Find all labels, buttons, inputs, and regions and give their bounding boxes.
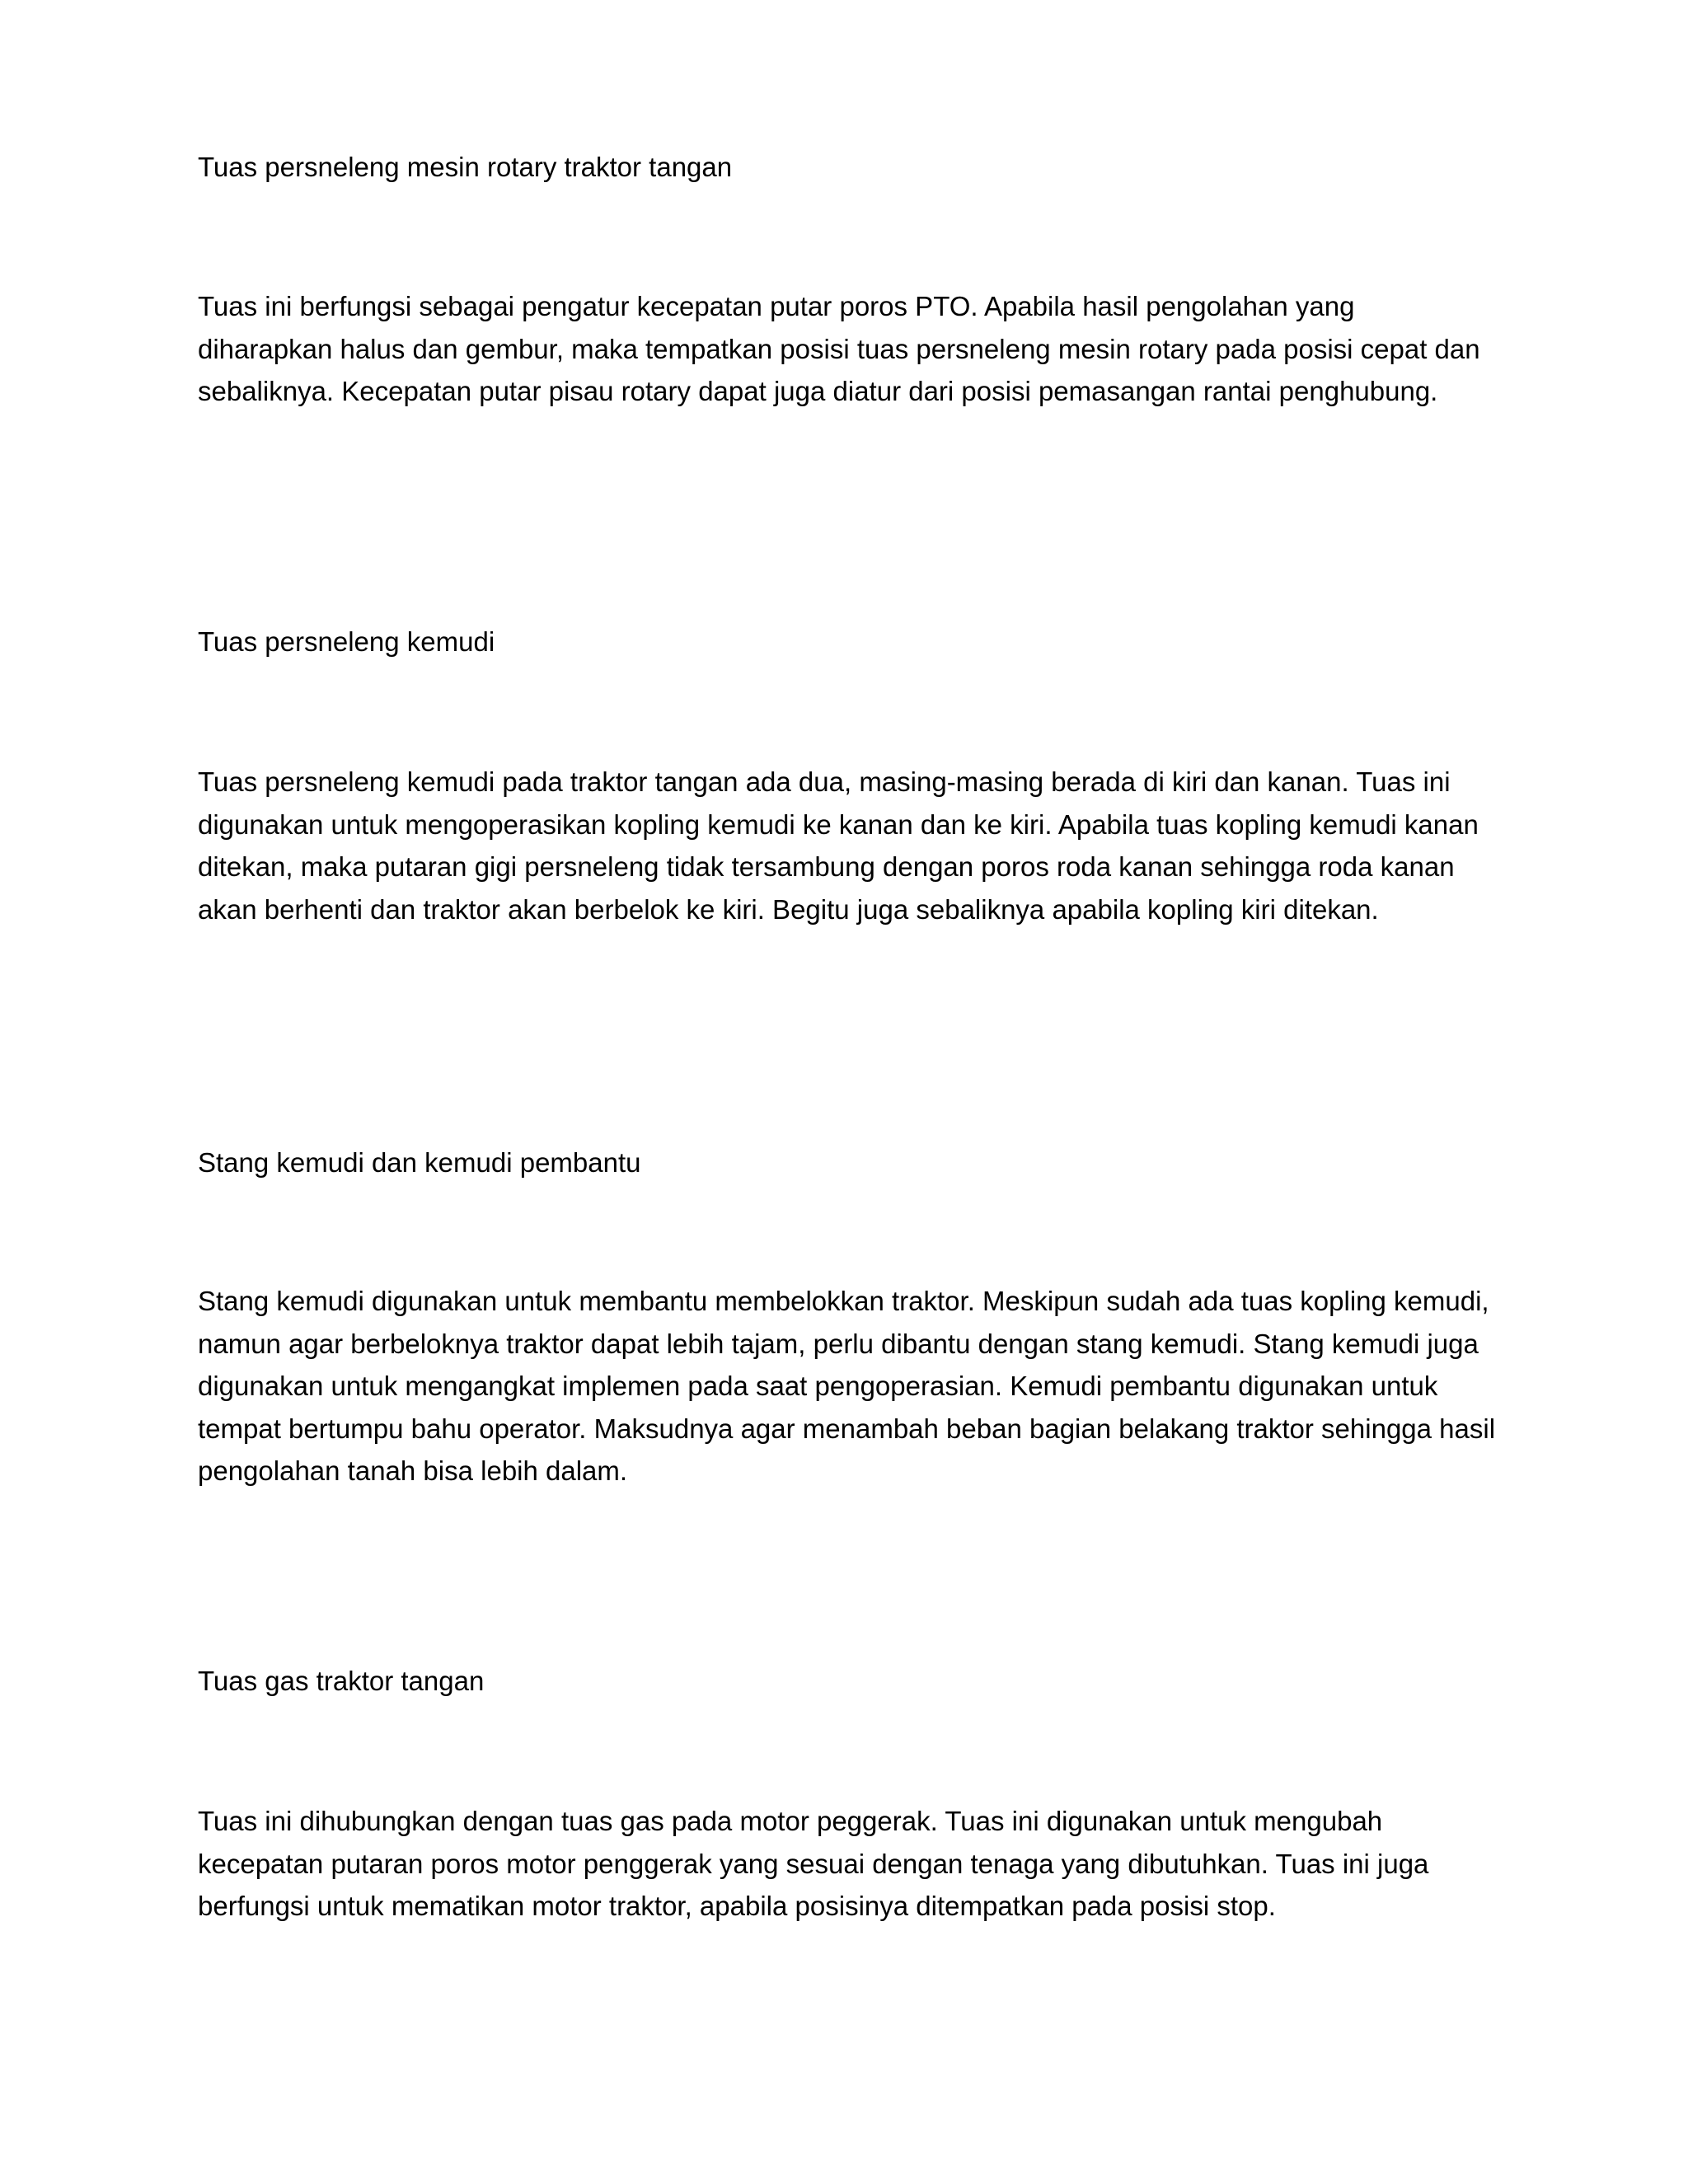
section-body-tuas-persneleng-kemudi: Tuas persneleng kemudi pada traktor tangan ada dua, masing-masing berada di kiri dan kanan. Tuas ini digunakan untuk mengoperasikan kopling kemudi ke kanan dan ke kiri. Apabila tuas kopling kemudi kanan ditekan, maka putaran gigi persneleng tidak tersambung dengan poros roda kanan sehingga roda kanan akan berhenti dan traktor akan berbelok ke kiri. Begitu juga sebaliknya apabila kopling kiri ditekan. — [198, 766, 1479, 925]
section-body-tuas-persneleng-mesin-rotary: Tuas ini berfungsi sebagai pengatur kecepatan putar poros PTO. Apabila hasil pengolahan yang diharapkan halus dan gembur, maka tempatkan posisi tuas persneleng mesin rotary pada posisi cepat dan sebaliknya. Kecepatan putar pisau rotary dapat juga diatur dari posisi pemasangan rantai penghubung. — [198, 291, 1480, 406]
section-body-tuas-gas: Tuas ini dihubungkan dengan tuas gas pada motor peggerak. Tuas ini digunakan untuk mengubah kecepatan putaran poros motor penggerak yang sesuai dengan tenaga yang dibutuhkan. Tuas ini juga berfungsi untuk mematikan motor traktor, apabila posisinya ditempatkan pada posisi stop. — [198, 1806, 1429, 1921]
section-heading-stang-kemudi: Stang kemudi dan kemudi pembantu — [198, 1147, 641, 1178]
section-body-stang-kemudi: Stang kemudi digunakan untuk membantu membelokkan traktor. Meskipun sudah ada tuas kopling kemudi, namun agar berbeloknya traktor dapat lebih tajam, perlu dibantu dengan stang kemudi. Stang kemudi juga digunakan untuk mengangkat implemen pada saat pengoperasian. Kemudi pembantu digunakan untuk tempat bertumpu bahu operator. Maksudnya agar menambah beban bagian belakang traktor sehingga hasil pengolahan tanah bisa lebih dalam. — [198, 1286, 1496, 1486]
section-heading-tuas-persneleng-kemudi: Tuas persneleng kemudi — [198, 626, 495, 657]
section-heading-tuas-gas: Tuas gas traktor tangan — [198, 1666, 485, 1696]
section-heading-tuas-persneleng-mesin-rotary: Tuas persneleng mesin rotary traktor tangan — [198, 152, 733, 182]
